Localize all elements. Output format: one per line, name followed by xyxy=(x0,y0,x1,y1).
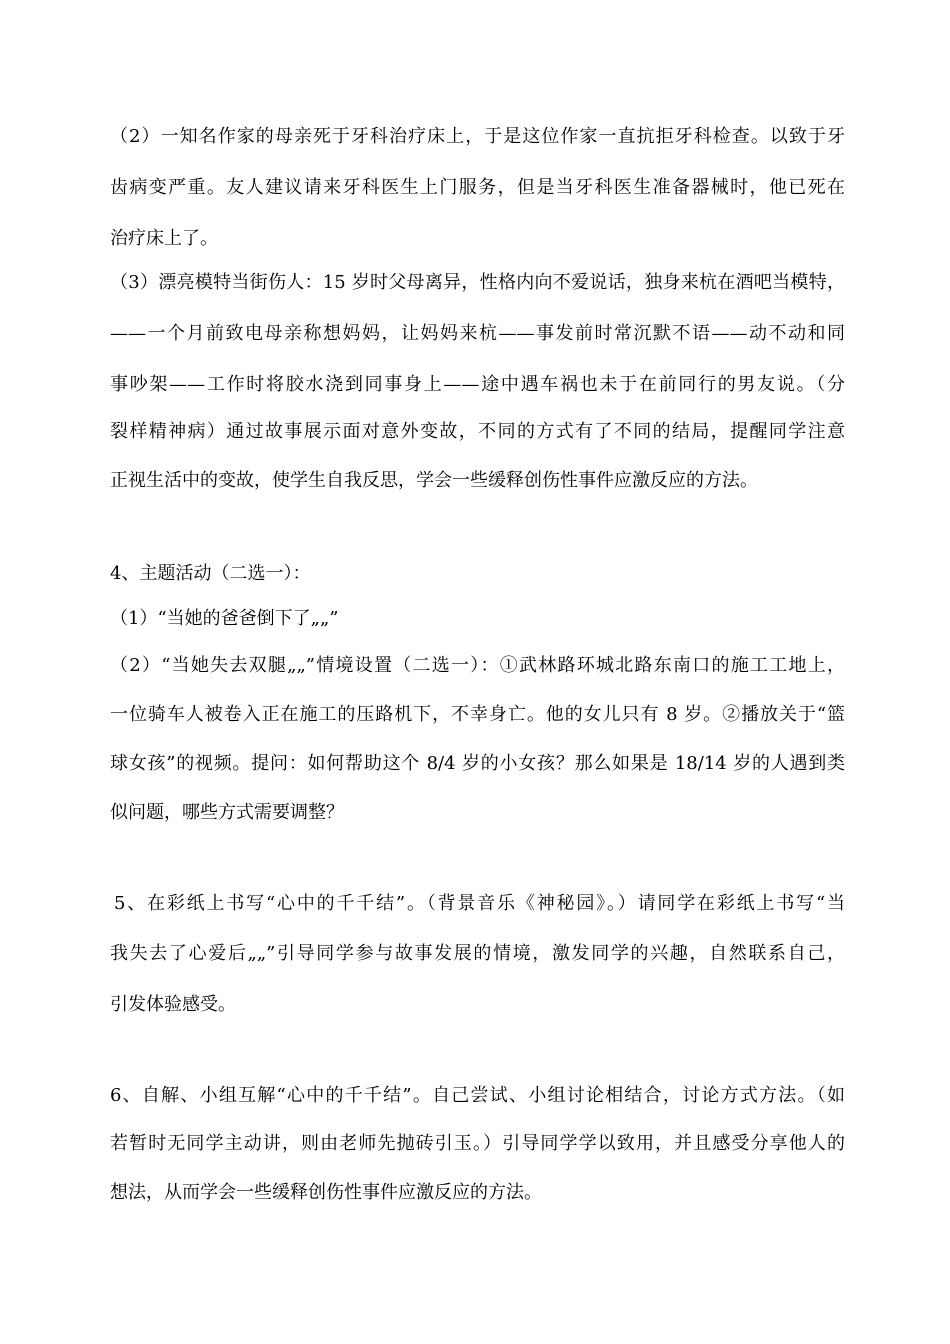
section-4-item-2-line-2: 一位骑车人被卷入正在施工的压路机下，不幸身亡。他的女儿只有 8 岁。②播放关于“篮 xyxy=(110,704,845,725)
section-5-line-2: 我失去了心爱后„„”引导同学参与故事发展的情境，激发同学的兴趣，自然联系自己， xyxy=(110,943,845,964)
section-5-line-3: 引发体验感受。 xyxy=(110,994,236,1015)
section-5-line-1: 5、在彩纸上书写“心中的千千结”。（背景音乐《神秘园》。）请同学在彩纸上书写“当 xyxy=(114,893,845,914)
section-6-line-2: 若暂时无同学主动讲，则由老师先抛砖引玉。）引导同学学以致用，并且感受分享他人的 xyxy=(110,1133,845,1154)
section-4-item-2-line-4: 似问题，哪些方式需要调整？ xyxy=(110,802,344,823)
section-6-line-1: 6、自解、小组互解“心中的千千结”。自己尝试、小组讨论相结合，讨论方式方法。（如 xyxy=(110,1085,845,1106)
section-6-line-3: 想法，从而学会一些缓释创伤性事件应激反应的方法。 xyxy=(110,1182,542,1203)
paragraph-3-line-3: 事吵架——工作时将胶水浇到同事身上——途中遇车祸也未于在前同行的男友说。（分 xyxy=(110,374,845,395)
paragraph-3-line-2: ——一个月前致电母亲称想妈妈，让妈妈来杭——事发前时常沉默不语——动不动和同 xyxy=(110,323,845,344)
paragraph-2-line-3: 治疗床上了。 xyxy=(110,228,218,249)
paragraph-3-line-4: 裂样精神病）通过故事展示面对意外变故，不同的方式有了不同的结局，提醒同学注意 xyxy=(110,421,845,442)
paragraph-2-line-2: 齿病变严重。友人建议请来牙科医生上门服务，但是当牙科医生准备器械时，他已死在 xyxy=(110,177,845,198)
section-4-item-2-line-1: （2）“当她失去双腿„„”情境设置（二选一）：①武林路环城北路东南口的施工工地上， xyxy=(110,655,845,676)
section-4-item-1: （1）“当她的爸爸倒下了„„” xyxy=(110,608,339,629)
section-4-heading: 4、主题活动（二选一）： xyxy=(110,563,311,584)
paragraph-2-line-1: （2）一知名作家的母亲死于牙科治疗床上，于是这位作家一直抗拒牙科检查。以致于牙 xyxy=(110,126,845,147)
paragraph-3-line-1: （3）漂亮模特当街伤人：15 岁时父母离异，性格内向不爱说话，独身来杭在酒吧当模特， xyxy=(110,272,845,293)
paragraph-3-line-5: 正视生活中的变故，使学生自我反思，学会一些缓释创伤性事件应激反应的方法。 xyxy=(110,470,758,491)
section-4-item-2-line-3: 球女孩”的视频。提问：如何帮助这个 8/4 岁的小女孩？那么如果是 18/14 岁的人遇到类 xyxy=(110,753,845,774)
